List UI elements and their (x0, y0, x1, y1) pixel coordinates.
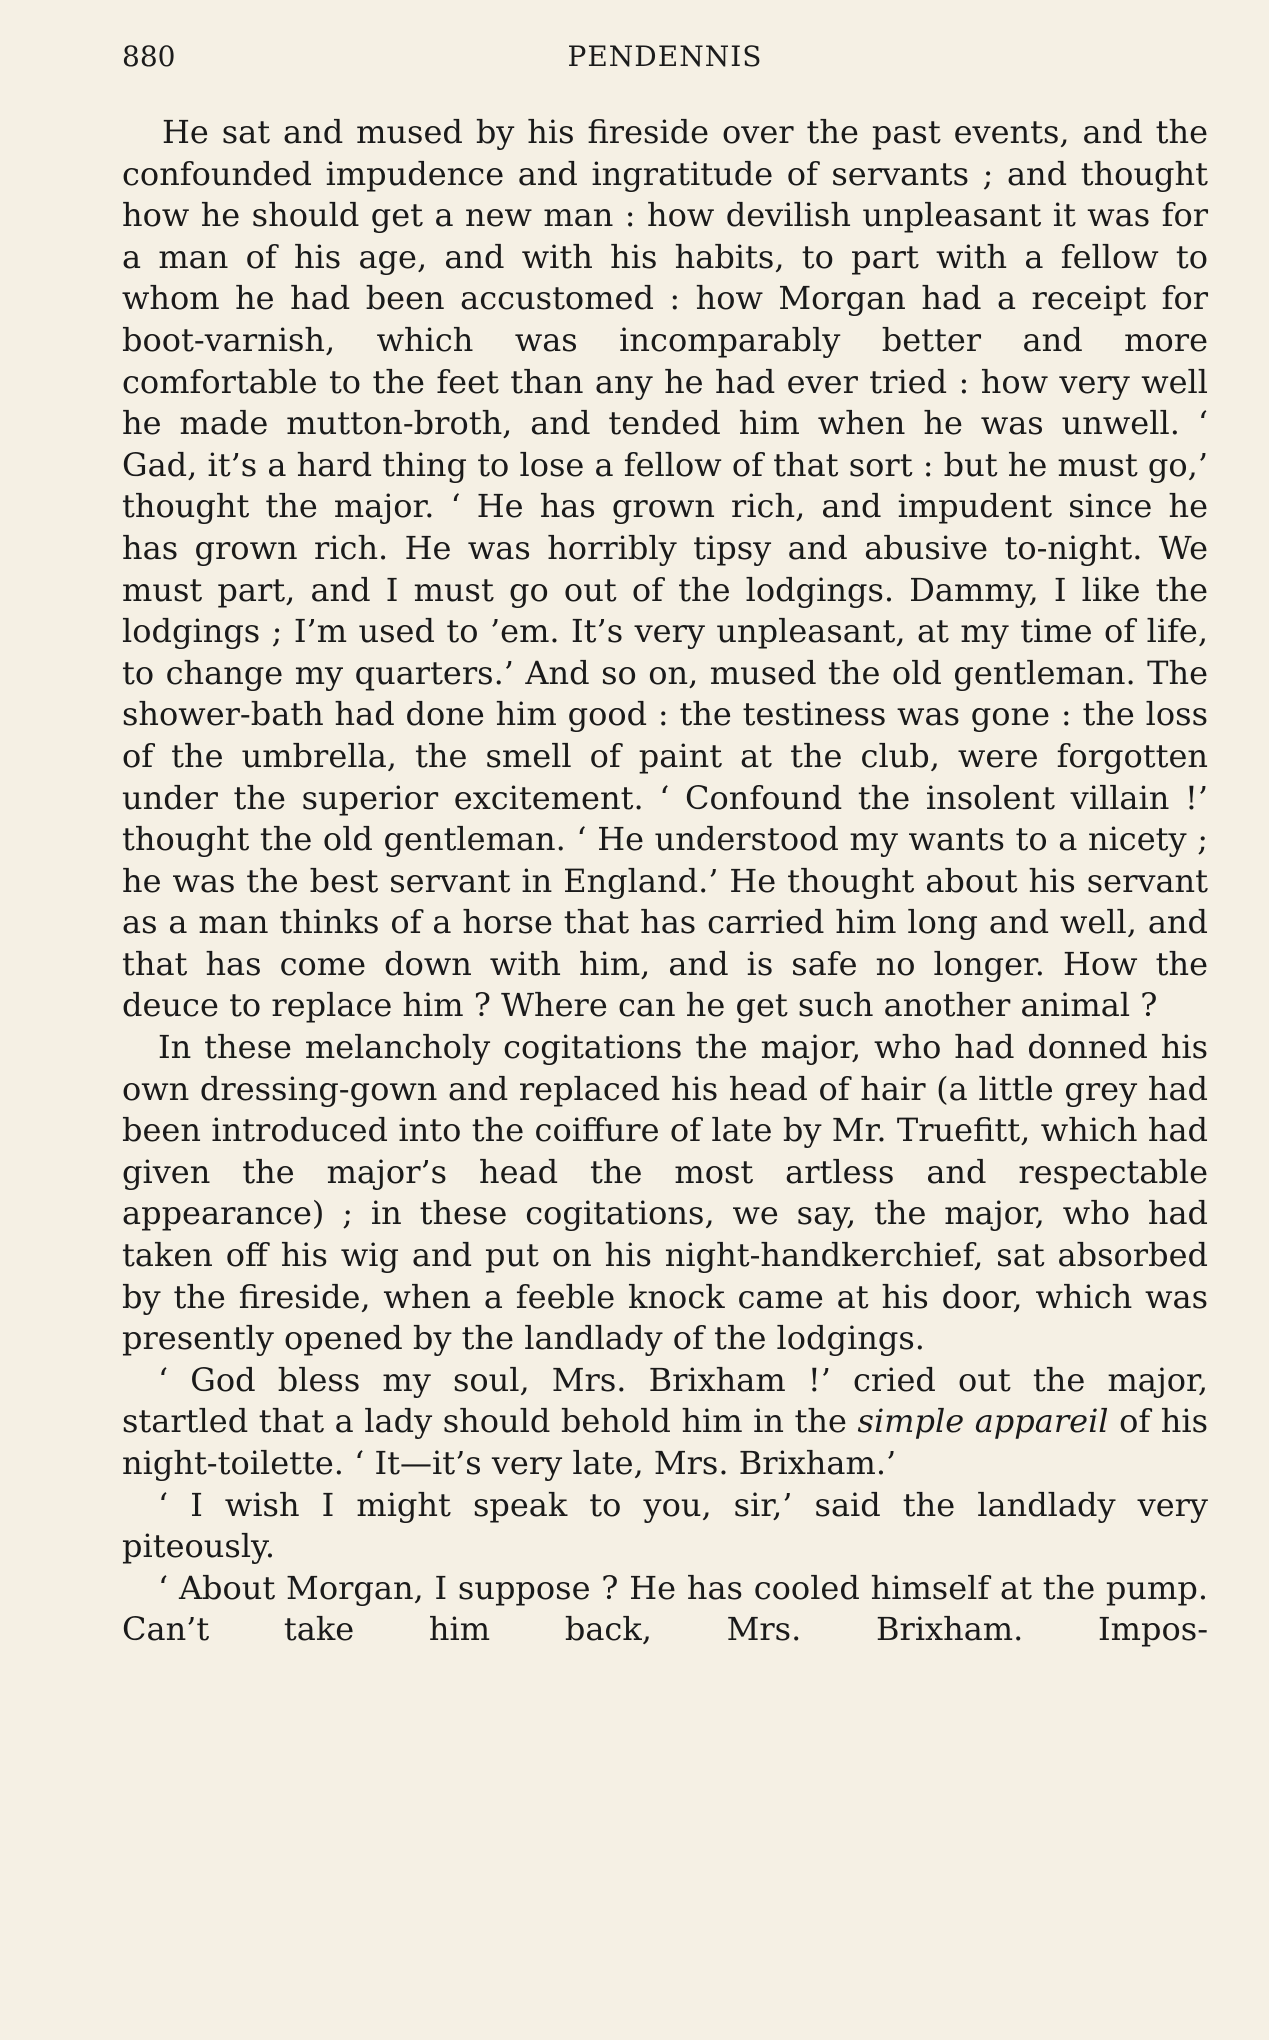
paragraph-4: ‘ I wish I might speak to you, sir,’ said the landlady very piteously. (122, 1485, 1208, 1566)
paragraph-2: In these melancholy cogitations the major, who had donned his own dressing-gown and replaced his head of hair (a little grey had been introduced into the coiffure of late by Mr. Truefitt, which had given the major’s head the most artless and respectable appearance) ; in these cogitations, we say, the major, who had taken off his wig and put on his night-handkerchief, sat absorbed by the fireside, when a feeble knock came at his door, which was presently opened by the landlady of the lodgings. (122, 1028, 1208, 1358)
page-header (122, 40, 1208, 76)
paragraph-5: ‘ About Morgan, I suppose ? He has cooled himself at the pump. Can’t take him back, Mrs. Brixham. Impos- (122, 1568, 1208, 1649)
paragraph-3-part-1: ‘ God bless my soul, Mrs. Brixham !’ cried out the major, startled that a lady should behold him in the (122, 1360, 1208, 1441)
paragraph-1: He sat and mused by his fireside over the past events, and the confounded impudence and ingratitude of servants ; and thought how he should get a new man : how devilish unpleasant it was for a man of his age, and with his habits, to part with a fellow to whom he had been accustomed : how Morgan had a receipt for boot-varnish, which was incomparably better and more comfortable to the feet than any he had ever tried : how very well he made mutton-broth, and tended him when he was unwell. ‘ Gad, it’s a hard thing to lose a fellow of that sort : but he must go,’ thought the major. ‘ He has grown rich, and impudent since he has grown rich. He was horribly tipsy and abusive to-night. We must part, and I must go out of the lodgings. Dammy, I like the lodgings ; I’m used to ’em. It’s very unpleasant, at my time of life, to change my quarters.’ And so on, mused the old gentleman. The shower-bath had done him good : the testiness was gone : the loss of the umbrella, the smell of paint at the club, were forgotten under the superior excitement. ‘ Confound the insolent villain !’ thought the old gentleman. ‘ He understood my wants to a nicety ; he was the best servant in England.’ He thought about his servant as a man thinks of a horse that has carried him long and well, and that has come down with him, and is safe no longer. How the deuce to replace him ? Where can he get such another animal ? (122, 113, 1209, 1025)
page-number: 880 (122, 40, 176, 73)
running-head: PENDENNIS (567, 40, 763, 73)
paragraph-3-part-2: of his night-toilette. ‘ It—it’s very late, Mrs. Brixham.’ (122, 1402, 1209, 1482)
paragraph-3 (122, 1360, 1208, 1485)
italic-phrase: simple appareil (857, 1402, 1109, 1441)
body-text (122, 112, 1208, 1651)
